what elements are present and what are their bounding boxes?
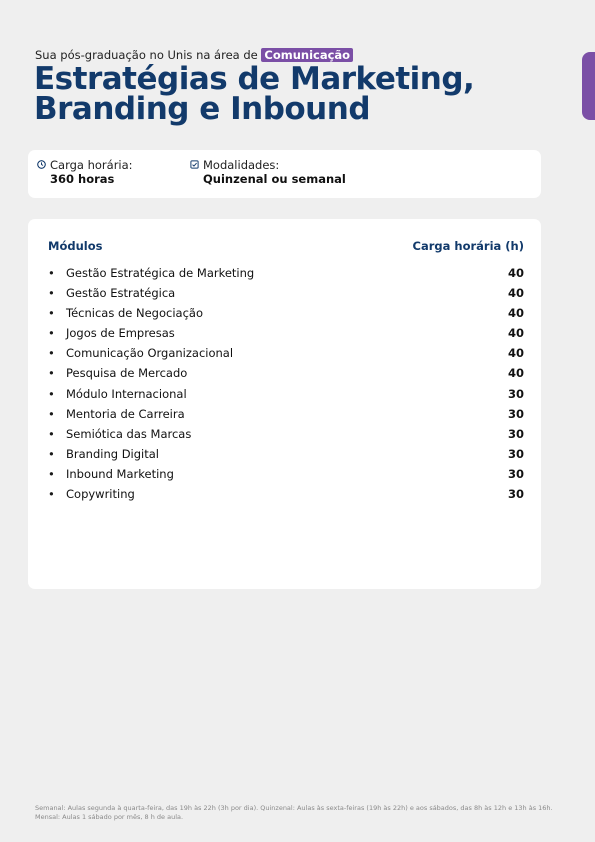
module-hours: 30 xyxy=(507,487,524,502)
module-hours: 40 xyxy=(507,346,524,361)
module-item xyxy=(48,366,524,386)
module-hours: 40 xyxy=(507,326,524,341)
module-name: Semiótica das Marcas xyxy=(66,426,192,441)
bullet: • xyxy=(48,487,55,502)
module-hours: 30 xyxy=(507,386,524,401)
module-item xyxy=(48,286,524,306)
module-hours: 40 xyxy=(507,266,524,280)
module-hours: 30 xyxy=(507,406,524,421)
module-hours: 30 xyxy=(507,446,524,461)
workload-info xyxy=(50,158,133,186)
modality-value: Quinzenal ou semanal xyxy=(203,172,346,186)
module-hours: 40 xyxy=(507,306,524,321)
module-name: Gestão Estratégica xyxy=(66,286,176,301)
workload-value: 360 horas xyxy=(50,172,115,186)
page-subtitle xyxy=(35,48,353,62)
module-item xyxy=(48,306,524,326)
module-item xyxy=(48,487,524,507)
bullet: • xyxy=(48,286,55,301)
module-name: Mentoria de Carreira xyxy=(66,406,185,421)
modules-card xyxy=(28,219,541,589)
modules-header: Módulos xyxy=(48,239,103,253)
module-item xyxy=(48,467,524,487)
module-hours: 30 xyxy=(507,466,524,481)
module-name: Módulo Internacional xyxy=(66,386,187,401)
title-line-2: Branding e Inbound xyxy=(34,91,371,127)
module-name: Pesquisa de Mercado xyxy=(66,366,188,381)
side-tab-accent xyxy=(582,52,595,120)
module-name: Gestão Estratégica de Marketing xyxy=(66,266,255,280)
bullet: • xyxy=(48,466,55,481)
checkbox-icon xyxy=(190,160,199,169)
modality-info xyxy=(203,158,346,186)
bullet: • xyxy=(48,306,55,321)
hours-header: Carga horária (h) xyxy=(412,239,524,253)
module-item xyxy=(48,266,524,286)
module-hours: 30 xyxy=(507,426,524,441)
module-name: Técnicas de Negociação xyxy=(66,306,203,321)
bullet: • xyxy=(48,346,55,361)
bullet: • xyxy=(48,446,55,461)
bullet: • xyxy=(48,326,55,341)
subtitle-text: Sua pós-graduação no Unis na área de xyxy=(35,48,258,62)
module-item xyxy=(48,387,524,407)
module-item xyxy=(48,326,524,346)
title-line-1: Estratégias de Marketing, xyxy=(34,61,475,97)
modality-label: Modalidades: xyxy=(203,158,280,172)
footnote-line-2: Mensal: Aulas 1 sábado por mês, 8 h de aula. xyxy=(35,813,184,821)
module-name: Inbound Marketing xyxy=(66,466,174,481)
module-hours: 40 xyxy=(507,366,524,381)
footnote-line-1: Semanal: Aulas segunda à quarta-feira, das 19h às 22h (3h por dia). Quinzenal: Aulas às sexta-feiras (19h às 22h) e aos sábados, das 8h às 12h e 13h às 16h. xyxy=(35,804,553,812)
module-name: Jogos de Empresas xyxy=(66,326,175,341)
schedule-footnote xyxy=(35,804,555,822)
bullet: • xyxy=(48,406,55,421)
bullet: • xyxy=(48,266,55,280)
area-badge: Comunicação xyxy=(261,48,353,62)
page-title xyxy=(34,61,475,127)
bullet: • xyxy=(48,366,55,381)
module-item xyxy=(48,407,524,427)
module-name: Comunicação Organizacional xyxy=(66,346,234,361)
module-name: Branding Digital xyxy=(66,446,159,461)
bullet: • xyxy=(48,386,55,401)
module-item xyxy=(48,427,524,447)
module-hours: 40 xyxy=(507,286,524,301)
module-name: Copywriting xyxy=(66,487,135,502)
info-card xyxy=(28,150,541,198)
clock-icon xyxy=(37,160,46,169)
workload-label: Carga horária: xyxy=(50,158,133,172)
bullet: • xyxy=(48,426,55,441)
modules-list xyxy=(48,266,524,507)
module-item xyxy=(48,346,524,366)
module-item xyxy=(48,447,524,467)
